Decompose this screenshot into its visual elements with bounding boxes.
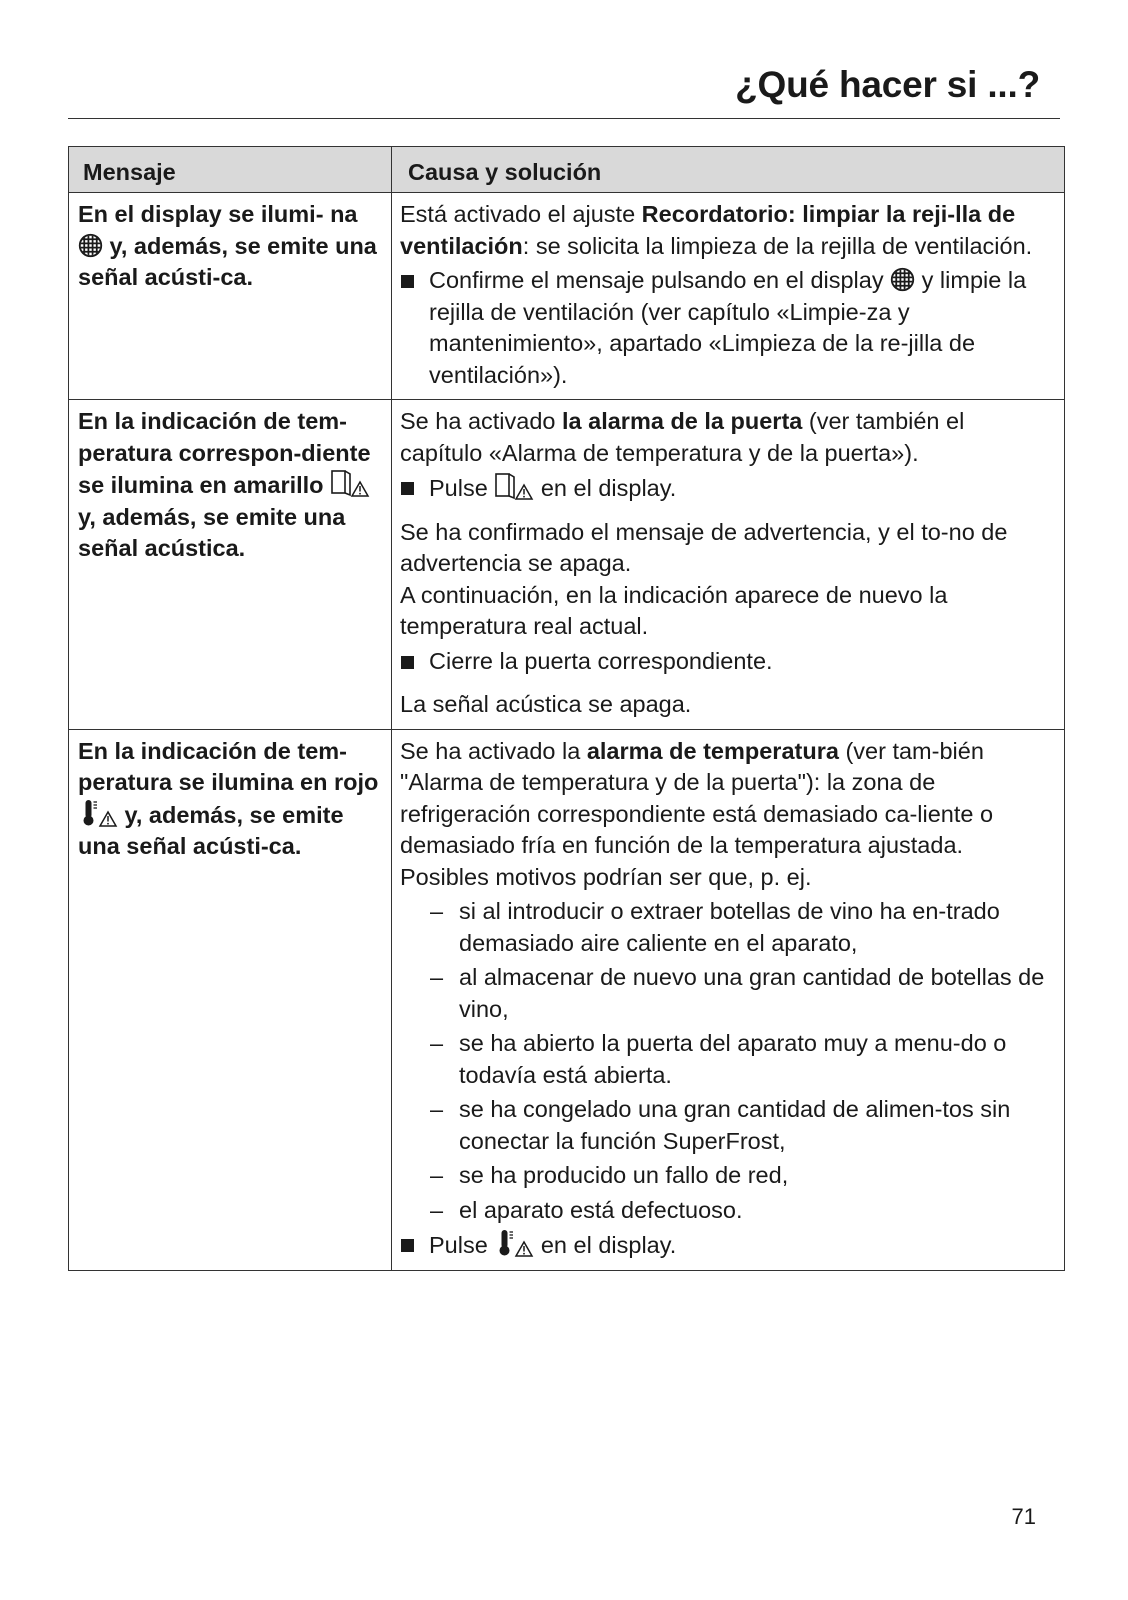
action-bullet (400, 265, 1052, 391)
dash-marker: – (430, 1196, 444, 1223)
reason-text: se ha congelado una gran cantidad de alimen-tos sin conectar la función SuperFrost, (459, 1096, 1011, 1154)
cause-cell (392, 400, 1065, 730)
door-alarm-icon (330, 469, 370, 497)
column-header-cause: Causa y solución (392, 147, 1065, 193)
dash-marker: – (430, 1030, 444, 1056)
message-text: y, además, se emite una señal acústi-ca. (78, 232, 377, 290)
action-text: en el display. (540, 1232, 677, 1258)
dash-marker: – (430, 964, 444, 990)
bullet-square-icon (401, 275, 414, 288)
cause-paragraph: Se ha confirmado el mensaje de advertencia, y el to-no de advertencia se apaga. (400, 518, 1008, 576)
reason-item (400, 1028, 1052, 1091)
dash-marker: – (430, 1096, 444, 1122)
cause-paragraph: A continuación, en la indicación aparece de nuevo la temperatura real actual. (400, 581, 948, 639)
ventilation-grid-icon (890, 267, 915, 292)
cause-paragraph (400, 406, 1052, 469)
cause-text: Está activado el ajuste (400, 201, 636, 227)
action-text: Pulse (429, 475, 488, 501)
alarm-name: alarma de temperatura (586, 737, 839, 764)
reason-item (400, 1195, 1052, 1227)
door-alarm-icon (494, 472, 534, 500)
cause-paragraph: La señal acústica se apaga. (400, 691, 692, 717)
action-bullet (400, 1229, 1052, 1262)
reason-text: se ha producido un fallo de red, (459, 1162, 789, 1188)
action-bullet (400, 472, 1052, 505)
bullet-square-icon (401, 656, 414, 669)
message-text: En el display se ilumi- (78, 201, 324, 227)
table-row (69, 400, 1065, 730)
dash-marker: – (430, 898, 444, 924)
action-text: en el display. (540, 475, 677, 501)
temperature-alarm-icon (494, 1229, 534, 1257)
action-text: Confirme el mensaje pulsando en el display (429, 267, 884, 293)
cause-text: Se ha activado la (400, 737, 581, 764)
action-text: Cierre la puerta correspondiente. (429, 647, 773, 674)
ventilation-grid-icon (78, 233, 103, 258)
message-text: En la indicación de tem-peratura correspon-diente se ilumina en amarillo (78, 408, 371, 498)
dash-marker: – (430, 1162, 444, 1188)
bullet-square-icon (401, 1239, 414, 1252)
reason-text: si al introducir o extraer botellas de vino ha en-trado demasiado aire caliente en el aparato, (459, 898, 1000, 956)
page-number: 71 (1011, 1504, 1036, 1529)
cause-text: Se ha activado (400, 408, 556, 434)
message-cell (69, 400, 392, 730)
message-cell (69, 729, 392, 1270)
reason-item (400, 962, 1052, 1025)
message-text: y, además, se emite una señal acústica. (78, 503, 346, 561)
bullet-square-icon (401, 482, 414, 495)
action-text: Pulse (429, 1232, 488, 1258)
column-header-message: Mensaje (69, 147, 392, 193)
temperature-alarm-icon (78, 799, 118, 827)
header-divider (68, 118, 1060, 119)
cause-paragraph (400, 199, 1052, 262)
cause-text: (ver tam-bién "Alarma de temperatura y de la puerta"): la zona de refrigeración correspondiente está demasiado ca-liente o demasiado fría en función de la temperatura ajustada. (400, 737, 994, 858)
alarm-name: la alarma de la puerta (562, 408, 803, 434)
message-text: y, además, se emite una señal acústi-ca. (78, 801, 344, 859)
cause-text: : se solicita la limpieza de la rejilla de ventilación. (522, 232, 1033, 259)
table-row (69, 729, 1065, 1270)
reason-item (400, 1160, 1052, 1192)
cause-paragraph: Posibles motivos podrían ser que, p. ej. (400, 863, 812, 890)
setting-name: Recordatorio: limpiar la reji-lla de ventilación (400, 201, 1016, 259)
reason-text: al almacenar de nuevo una gran cantidad de botellas de vino, (459, 964, 1045, 1022)
table-header-row (69, 147, 1065, 193)
cause-cell (392, 193, 1065, 400)
reason-text: se ha abierto la puerta del aparato muy a menu-do o todavía está abierta. (459, 1030, 1007, 1088)
cause-paragraph (400, 736, 1052, 862)
cause-text: (ver también el capítulo «Alarma de temperatura y de la puerta»). (400, 408, 965, 466)
cause-cell (392, 729, 1065, 1270)
troubleshooting-table (68, 146, 1065, 1271)
action-text: y limpie la rejilla de ventilación (ver capítulo «Limpie-za y mantenimiento», apartado «Limpieza de la re-jilla de ventilación»). (429, 267, 1027, 388)
table-row (69, 193, 1065, 400)
message-text: En la indicación de tem-peratura se ilumina en rojo (78, 737, 379, 795)
reason-item (400, 896, 1052, 959)
message-cell (69, 193, 392, 400)
reason-item (400, 1094, 1052, 1157)
reason-text: el aparato está defectuoso. (459, 1196, 743, 1223)
action-bullet (400, 646, 1052, 678)
message-text: na (330, 201, 358, 227)
page-title: ¿Qué hacer si ...? (735, 64, 1040, 105)
